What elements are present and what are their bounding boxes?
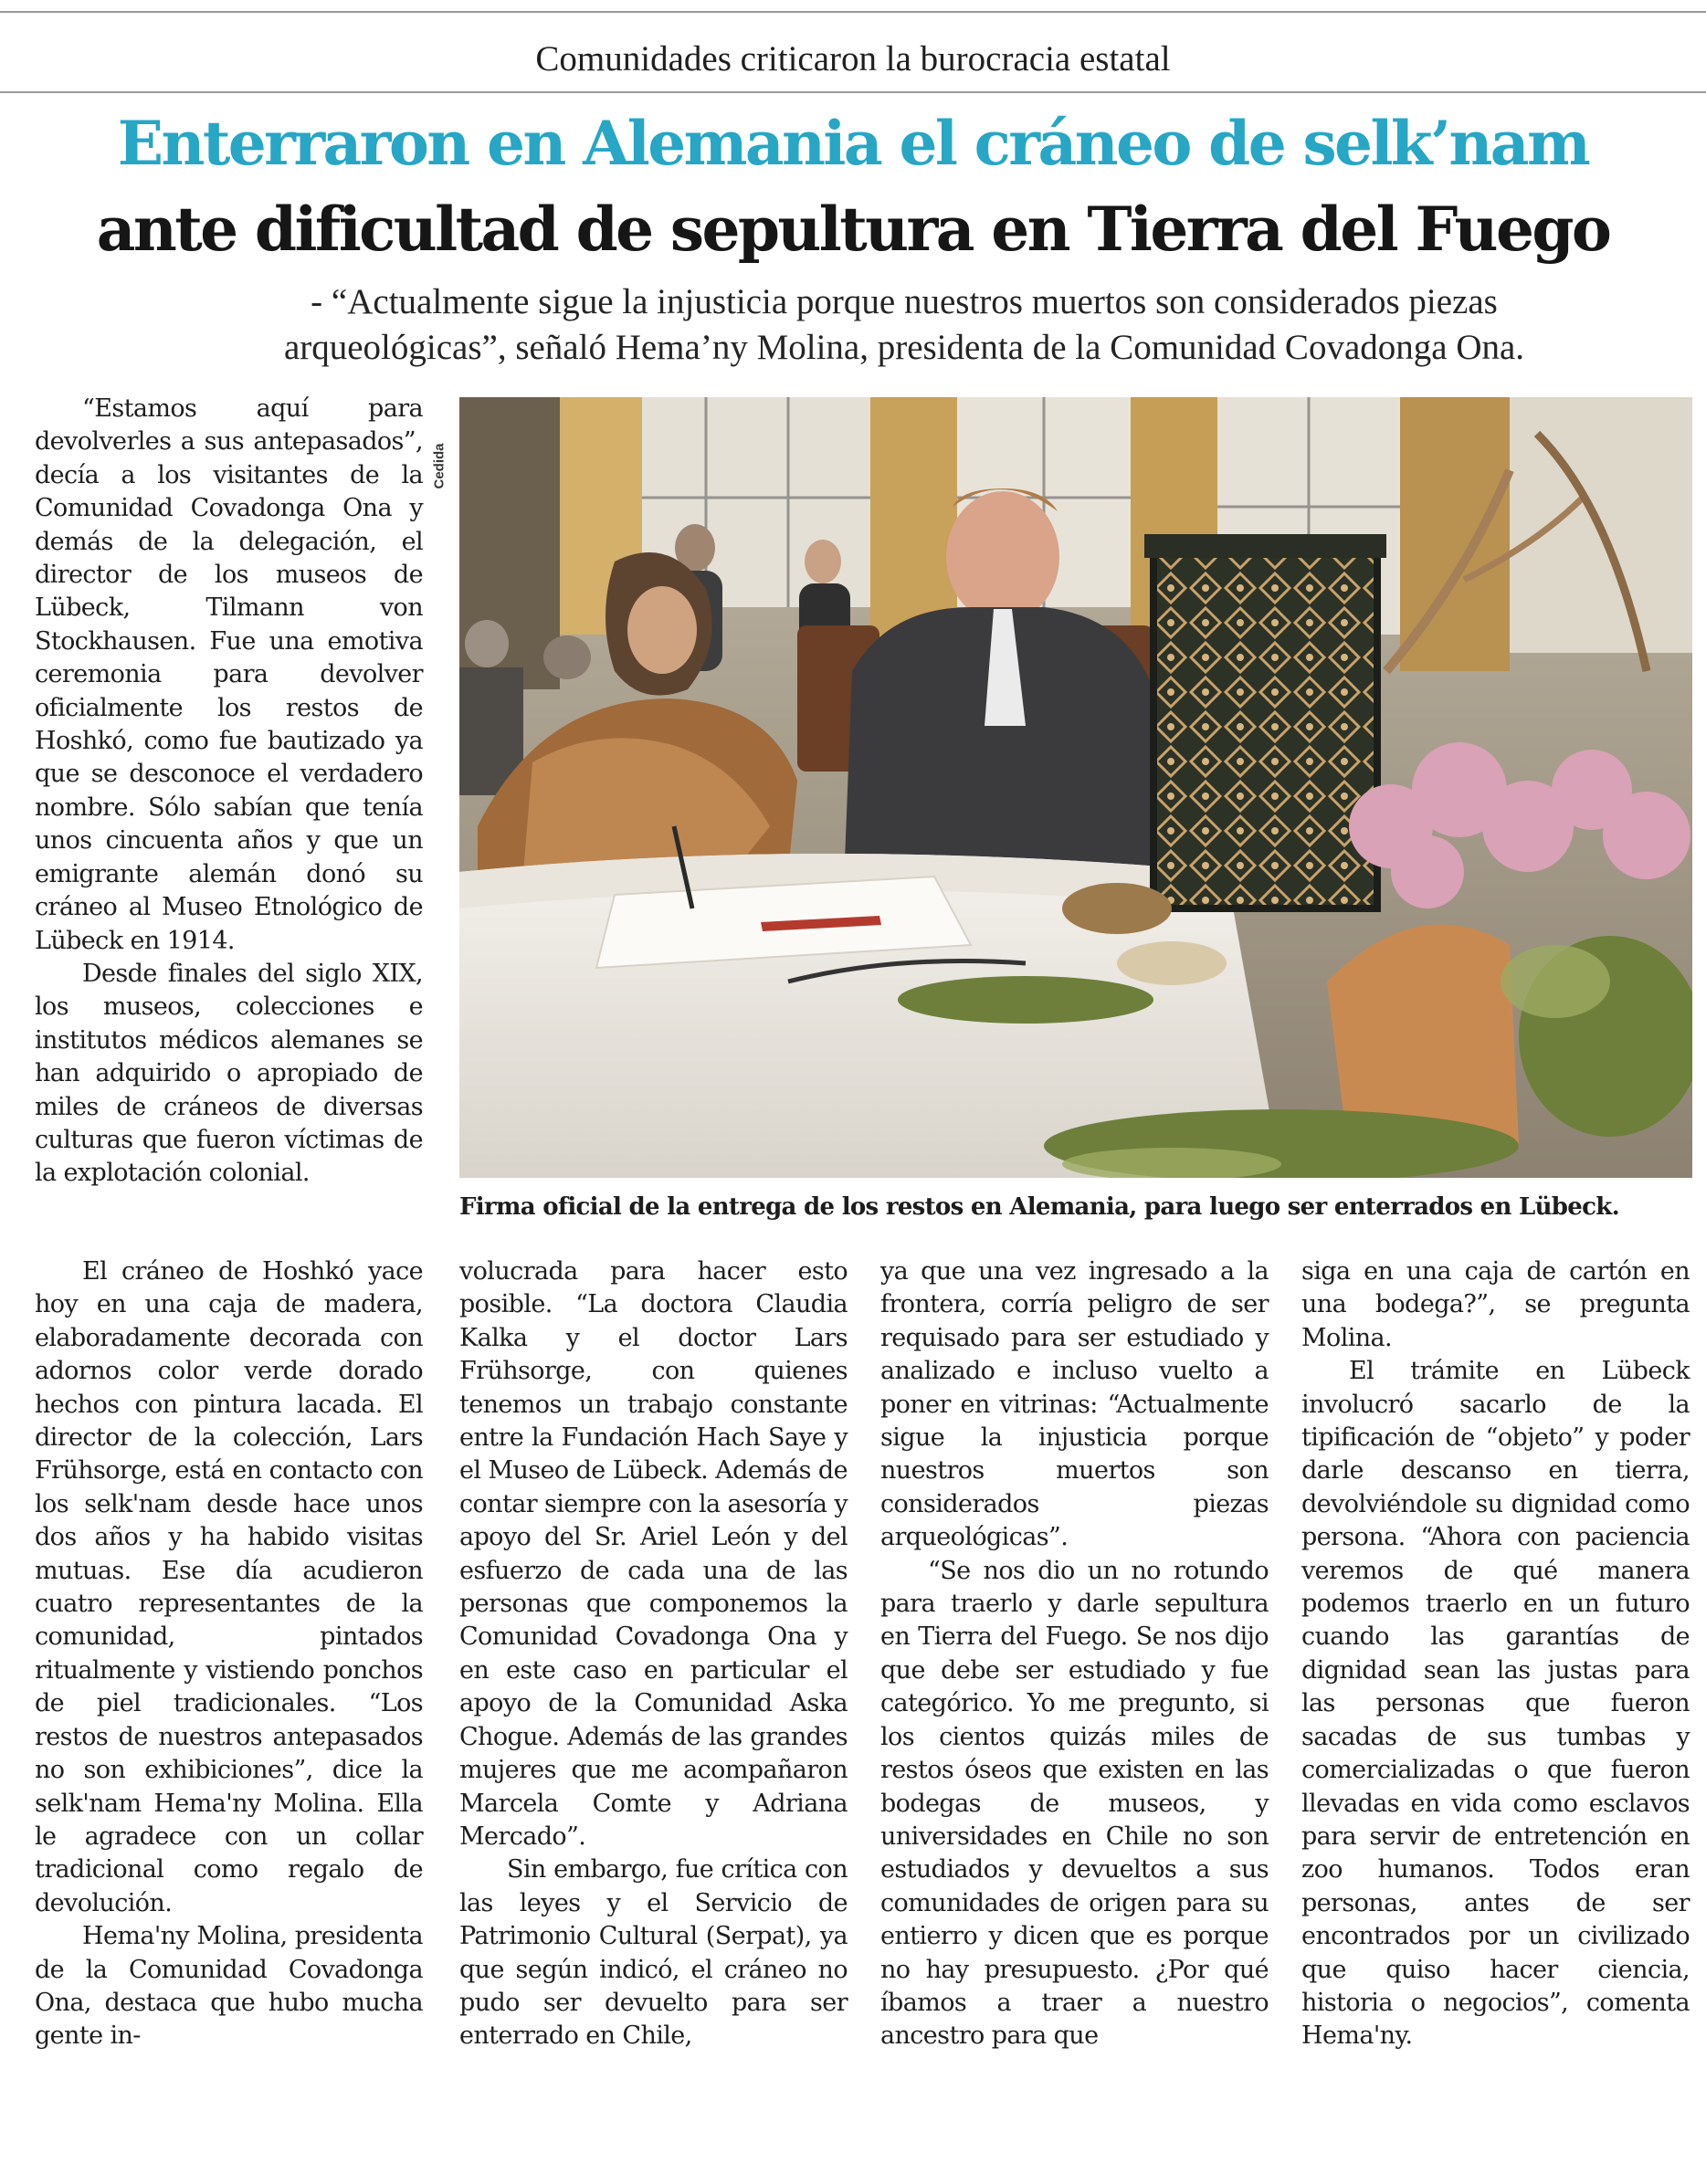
column-1-upper <box>35 393 423 1191</box>
kicker-rule <box>0 91 1706 93</box>
paragraph: El trámite en Lübeck involucró sacarlo de la tipificación de “objeto” y poder darle descanso en tierra, devolviéndole su dignidad como persona. “Ahora con paciencia veremos de qué manera podemos traerlo en un futuro cuando las garantías de dignidad sean las justas para las personas que fueron sacadas de sus tumbas y comercializadas o que fueron llevadas en vida como esclavos para servir de entretención en zoo humanos. Todos eran personas, antes de ser encontrados por un civilizado que quiso hacer ciencia, historia o negocios”, comenta Hema'ny. <box>1301 1357 1690 2051</box>
column-4 <box>1301 1255 1690 2053</box>
column-3 <box>880 1255 1269 2053</box>
paragraph: “Se nos dio un no rotundo para traerlo y darle sepultura en Tierra del Fuego. Se nos dijo que debe ser estudiado y fue categórico. Yo me pregunto, si los cientos quizás miles de restos óseos que existen en las bodegas de museos, y universidades en Chile no son estudiados y devueltos a sus comunidades de origen para su entierro y dicen que es porque no hay presupuesto. ¿Por qué íbamos a traer a nuestro ancestro para que <box>880 1556 1269 2051</box>
article-kicker: Comunidades criticaron la burocracia estatal <box>535 39 1171 79</box>
paragraph: El cráneo de Hoshkó yace hoy en una caja de madera, elaboradamente decorada con adornos color verde dorado hechos con pintura lacada. El director de la colección, Lars Frühsorge, está en contacto con los selk'nam desde hace unos dos años y ha habido visitas mutuas. Ese día acudieron cuatro representantes de la comunidad, pintados ritualmente y vistiendo ponchos de piel tradicionales. “Los restos de nuestros antepasados no son exhibiciones”, dice la selk'nam Hema'ny Molina. Ella le agradece con un collar tradicional como regalo de devolución. <box>35 1257 423 1917</box>
paragraph: Hema'ny Molina, presidenta de la Comunidad Covadonga Ona, destaca que hubo mucha gente in- <box>35 1922 423 2051</box>
photo-credit-text: Cedida <box>431 443 448 489</box>
photo-credit <box>426 394 449 495</box>
column-2 <box>459 1255 848 2053</box>
headline-line-1: Enterraron en Alemania el cráneo de selk’nam <box>117 108 1589 179</box>
paragraph: “Estamos aquí para devolverles a sus antepasados”, decía a los visitantes de la Comunidad Covadonga Ona y demás de la delegación, el director de los museos de Lübeck, Tilmann von Stockhausen. Fue una emotiva ceremonia para devolver oficialmente los restos de Hoshkó, como fue bautizado ya que se desconoce el verdadero nombre. Sólo sabían que tenía unos cincuenta años y que un emigrante alemán donó su cráneo al Museo Etnológico de Lübeck en 1914. <box>35 394 423 955</box>
paragraph: Sin embargo, fue crítica con las leyes y el Servicio de Patrimonio Cultural (Serpat), ya que según indicó, el cráneo no pudo ser devuelto para ser enterrado en Chile, <box>459 1855 848 2051</box>
photo-caption: Firma oficial de la entrega de los restos en Alemania, para luego ser enterrados en Lübeck. <box>459 1193 1619 1221</box>
top-rule <box>0 11 1706 13</box>
column-1-lower <box>35 1255 423 2053</box>
article-deck: - “Actualmente sigue la injusticia porque nuestros muertos son considerados piezas arqueológicas”, señaló Hema’ny Molina, presidenta de la Comunidad Covadonga Ona. <box>283 282 1525 367</box>
article-photo <box>459 397 1692 1178</box>
paragraph: Desde finales del siglo XIX, los museos, colecciones e institutos médicos alemanes se han adquirido o apropiado de miles de cráneos de diversas culturas que fueron víctimas de la explotación colonial. <box>35 959 423 1188</box>
headline-line-2: ante dificultad de sepultura en Tierra del Fuego <box>96 194 1610 265</box>
paragraph: siga en una caja de cartón en una bodega?”, se pregunta Molina. <box>1301 1257 1690 1352</box>
ceremony-photo-illustration <box>459 397 1692 1178</box>
paragraph: volucrada para hacer esto posible. “La doctora Claudia Kalka y el doctor Lars Frühsorge, con quienes tenemos un trabajo constante entre la Fundación Hach Saye y el Museo de Lübeck. Además de contar siempre con la asesoría y apoyo del Sr. Ariel León y del esfuerzo de cada una de las personas que componemos la Comunidad Covadonga Ona y en este caso en particular el apoyo de la Comunidad Aska Chogue. Además de las grandes mujeres que me acompañaron Marcela Comte y Adriana Mercado”. <box>459 1257 848 1851</box>
paragraph: ya que una vez ingresado a la frontera, corría peligro de ser requisado para ser estudiado y analizado e incluso vuelto a poner en vitrinas: “Actualmente sigue la injusticia porque nuestros muertos son considerados piezas arqueológicas”. <box>880 1257 1269 1552</box>
